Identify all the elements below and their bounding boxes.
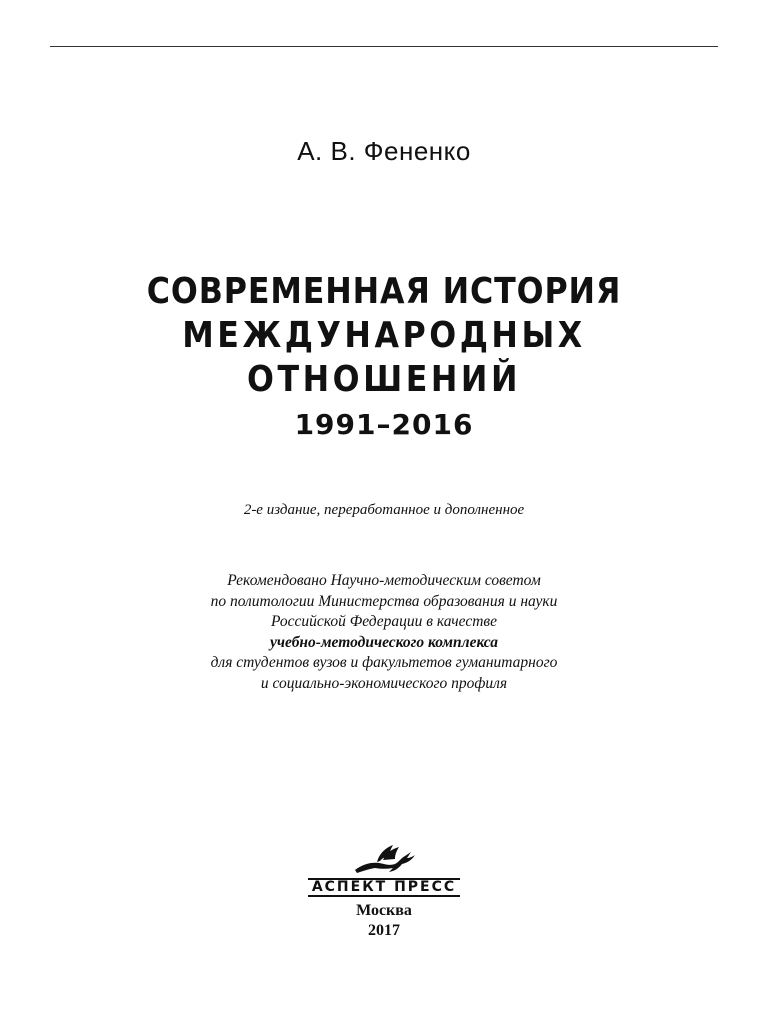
recommendation-line: и социально-экономического профиля — [260, 674, 508, 692]
recommendation-line: Российской Федерации в качестве — [270, 613, 498, 630]
recommendation-block — [0, 571, 768, 694]
publisher-city: Москва — [356, 902, 412, 919]
publication-year: 2017 — [368, 922, 400, 939]
publisher-block — [0, 842, 768, 941]
recommendation-line-bold: учебно-методического комплекса — [270, 633, 498, 651]
book-title — [0, 270, 768, 442]
publisher-name: АСПЕКТ ПРЕСС — [308, 878, 460, 897]
top-rule-divider — [50, 46, 718, 47]
title-line-1: СОВРЕМЕННАЯ ИСТОРИЯ — [146, 271, 622, 312]
edition-note: 2-е издание, переработанное и дополненное — [243, 502, 525, 518]
recommendation-line: по политологии Министерства образования и науки — [210, 592, 558, 610]
title-years: 1991–2016 — [294, 408, 474, 441]
title-line-3: ОТНОШЕНИЙ — [247, 359, 521, 400]
recommendation-line: Рекомендовано Научно-методическим советом — [227, 572, 541, 589]
recommendation-line: для студентов вузов и факультетов гуманитарного — [210, 654, 558, 671]
title-line-2: МЕЖДУНАРОДНЫХ — [182, 315, 586, 356]
pegasus-logo-icon — [349, 842, 419, 876]
author-name: А. В. Фененко — [297, 136, 471, 166]
